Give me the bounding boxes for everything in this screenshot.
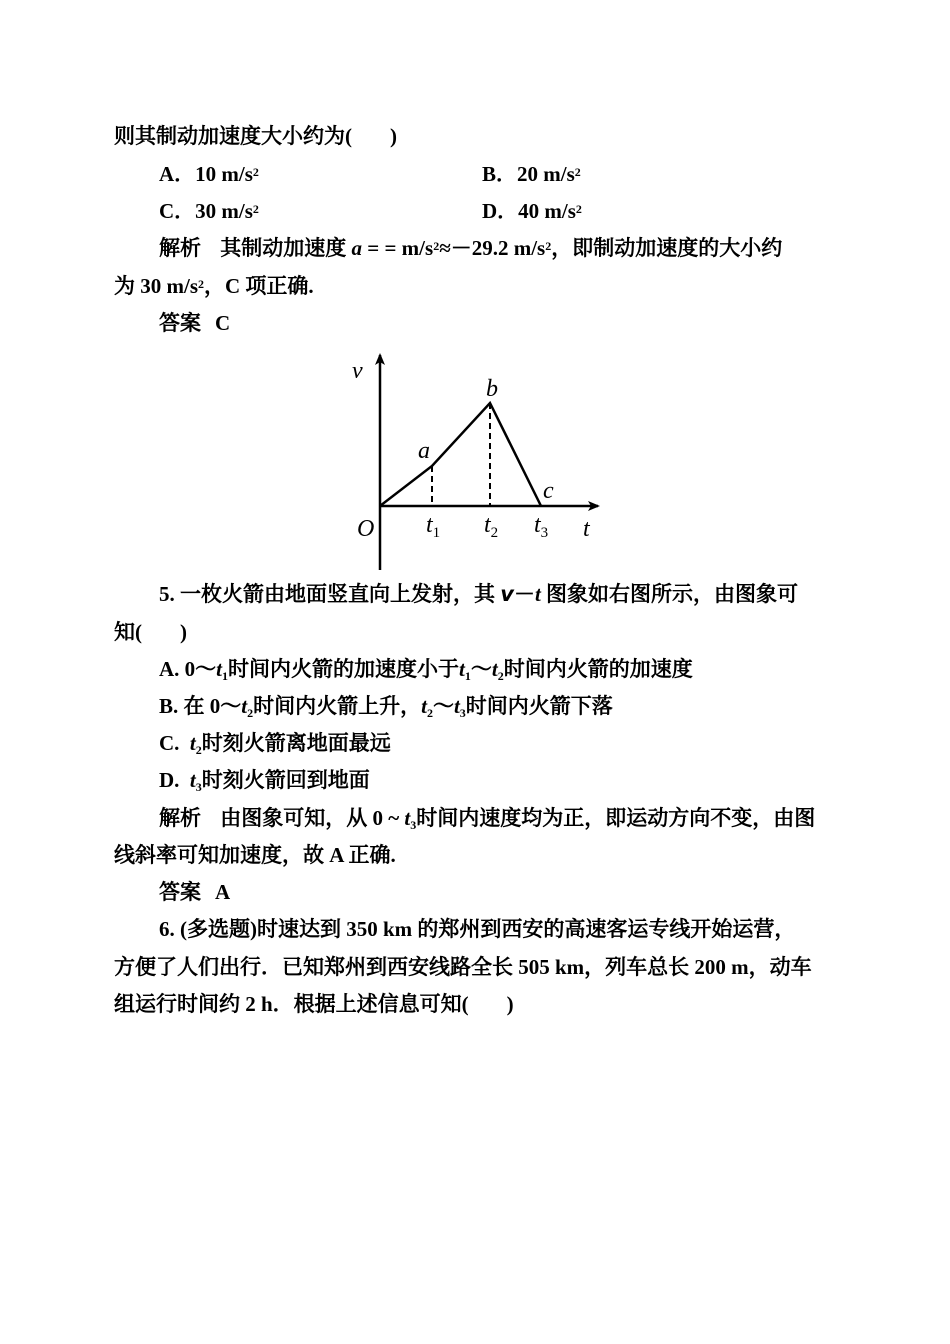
answer-label: 答案: [159, 311, 201, 335]
q4-analysis-line1: 解析 其制动加速度 a = = $m/s^2\approx-29.2$ $m/s^2$，即制动加速度的大小约: [159, 236, 783, 260]
q4-analysis-line2: 为 30 $m/s^2$，C 项正确.: [114, 274, 314, 298]
t-axis-label: t: [583, 516, 590, 542]
answer-value: C: [215, 311, 231, 335]
q5-option-b[interactable]: B. 在 $0\sim t_2$时间内火箭上升，$t_2\sim t_3$时间内火箭下落: [159, 694, 613, 720]
v-axis-label: v: [352, 358, 363, 384]
q5-option-d[interactable]: D. $t_3$时刻火箭回到地面: [159, 768, 370, 794]
q4-answer: [159, 309, 230, 337]
q5-analysis-line1: 解析 由图象可知，从 0 ~ $t_3$时间内速度均为正，即运动方向不变，由图: [159, 806, 816, 832]
point-b-label: b: [486, 376, 498, 402]
q4-option-c[interactable]: C．30 $m/s^2$: [159, 199, 259, 223]
q4-stem: 则其制动加速度大小约为( ): [114, 124, 397, 148]
velocity-curve: [380, 403, 541, 506]
analysis-label: 解析: [159, 806, 201, 830]
origin-label: O: [357, 516, 375, 542]
q5-analysis-line2: 线斜率可知加速度，故 A 正确.: [114, 843, 396, 867]
q4-option-b[interactable]: B．20 $m/s^2$: [482, 162, 581, 186]
q6-stem-line1: 6. (多选题)时速达到 350 km 的郑州到西安的高速客运专线开始运营，: [159, 917, 796, 941]
q5-option-a[interactable]: A. $0\sim t_1$时间内火箭的加速度小于$t_1\sim t_2$时间内火箭的加速度: [159, 657, 693, 683]
q6-stem-line2: 方便了人们出行．已知郑州到西安线路全长 505 km，列车总长 200 m，动车: [114, 955, 812, 979]
t1-label: $t_1$: [426, 512, 441, 541]
point-a-label: a: [418, 438, 430, 464]
q6-stem-line3: 组运行时间约 2 h．根据上述信息可知( ): [114, 992, 514, 1016]
analysis-label: 解析: [159, 236, 201, 260]
q5-stem-line1: 5. 一枚火箭由地面竖直向上发射，其 v－t 图象如右图所示，由图象可: [159, 582, 799, 606]
t3-label: $t_3$: [534, 512, 549, 541]
point-c-label: c: [543, 478, 554, 504]
q4-option-d[interactable]: D．40 $m/s^2$: [482, 199, 582, 223]
q5-option-c[interactable]: C. $t_2$时刻火箭离地面最远: [159, 731, 391, 757]
q5-stem-line2: 知( ): [114, 620, 187, 644]
answer-value: A: [215, 880, 231, 904]
q5-answer: [159, 878, 230, 906]
answer-label: 答案: [159, 880, 201, 904]
t2-label: $t_2$: [484, 512, 499, 541]
vt-graph: [340, 345, 610, 575]
q4-option-a[interactable]: A．10 $m/s^2$: [159, 162, 259, 186]
